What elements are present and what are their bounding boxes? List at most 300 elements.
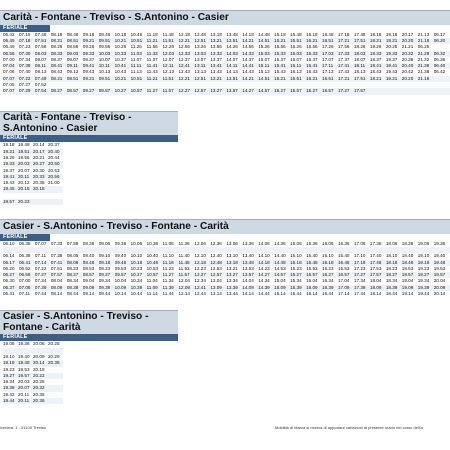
departure-time-cell: 14.48 bbox=[274, 260, 290, 266]
departure-time-cell: 08.03 bbox=[35, 51, 51, 57]
departure-time-cell: 17.51 bbox=[354, 76, 370, 82]
departure-time-cell: 15.23 bbox=[290, 265, 302, 271]
departure-time-cell: 08.43 bbox=[50, 69, 63, 75]
departure-time-cell: 08.07 bbox=[34, 56, 47, 62]
departure-time-cell: 13.43 bbox=[210, 69, 222, 75]
departure-time-cell: 07.59 bbox=[66, 240, 79, 246]
departure-time-cell: 13.33 bbox=[210, 51, 226, 57]
departure-time-cell: 15.33 bbox=[274, 51, 290, 57]
departure-time-cell: 07.44 bbox=[34, 291, 47, 297]
departure-time-cell: 11.57 bbox=[163, 88, 179, 94]
departure-time-cell: 10.14 bbox=[114, 291, 127, 297]
departure-time-cell: 12.18 bbox=[178, 31, 190, 37]
departure-time-cell: 20.11 bbox=[18, 174, 33, 180]
departure-time-cell: 21.36 bbox=[418, 63, 434, 69]
departure-time-cell: 08.18 bbox=[50, 31, 63, 37]
departure-time-cell: 14.33 bbox=[242, 51, 258, 57]
departure-time-cell: 12.11 bbox=[163, 63, 179, 69]
departure-time-cell: 14.36 bbox=[274, 240, 286, 246]
departure-time-cell: 17.10 bbox=[353, 253, 366, 259]
departure-time-cell: 11.10 bbox=[162, 253, 174, 259]
departure-time-cell: 13.07 bbox=[194, 56, 206, 62]
departure-time-cell: 07.34 bbox=[34, 278, 47, 284]
departure-time-cell: 11.14 bbox=[146, 291, 158, 297]
departure-time-cell: 15.04 bbox=[274, 278, 286, 284]
departure-time-cell: 17.36 bbox=[369, 240, 382, 246]
departure-time-cell: 13.18 bbox=[226, 260, 242, 266]
departure-time-cell: 06.37 bbox=[3, 285, 19, 291]
departure-time-cell: 11.18 bbox=[146, 31, 158, 37]
departure-time-cell: 17.48 bbox=[353, 31, 366, 37]
departure-time-cell: 19.21 bbox=[3, 149, 18, 155]
timetable-row bbox=[3, 168, 63, 174]
departure-time-cell: 08.44 bbox=[66, 291, 79, 297]
departure-time-cell: 19.33 bbox=[3, 161, 18, 167]
departure-time-cell: 20.23 bbox=[18, 199, 33, 205]
departure-time-cell: 07.57 bbox=[51, 272, 67, 278]
departure-time-cell: 19.23 bbox=[3, 366, 15, 372]
departure-time-cell: 19.39 bbox=[418, 285, 434, 291]
departure-time-cell: 20.14 bbox=[433, 291, 446, 297]
departure-time-cell: 10.51 bbox=[131, 38, 147, 44]
departure-time-cell: 12.14 bbox=[178, 291, 190, 297]
departure-time-cell: 07.07 bbox=[3, 76, 19, 82]
departure-time-cell: 07.33 bbox=[50, 240, 63, 246]
departure-time-cell: 11.03 bbox=[131, 51, 147, 57]
departure-time-cell: 06.41 bbox=[3, 291, 15, 297]
departure-time-cell: 20.21 bbox=[33, 155, 45, 160]
departure-time-cell: 17.21 bbox=[338, 38, 354, 44]
departure-time-cell: 19.18 bbox=[3, 360, 18, 366]
departure-time-cell: 14.14 bbox=[242, 291, 254, 297]
departure-time-cell: 20.17 bbox=[401, 31, 414, 37]
departure-time-cell: 07.00 bbox=[18, 278, 31, 284]
departure-time-cell: 20.06 bbox=[33, 341, 45, 347]
departure-time-cell: 12.21 bbox=[178, 76, 194, 82]
departure-time-cell: 19.26 bbox=[369, 44, 382, 50]
departure-time-cell: 18.11 bbox=[354, 63, 370, 69]
departure-time-cell: 20.56 bbox=[48, 174, 63, 180]
departure-time-cell: 08.21 bbox=[51, 76, 67, 82]
departure-time-cell: 08.57 bbox=[67, 88, 83, 94]
departure-time-cell: 19.06 bbox=[417, 240, 430, 246]
departure-time-cell: 06.56 bbox=[19, 272, 35, 278]
departure-time-cell: 11.56 bbox=[146, 44, 158, 50]
departure-time-cell: 09.53 bbox=[114, 265, 127, 271]
departure-time-cell: 13.48 bbox=[242, 260, 258, 266]
departure-time-cell: 07.38 bbox=[50, 253, 63, 259]
departure-time-cell: 17.23 bbox=[353, 265, 366, 271]
departure-time-cell: 20.33 bbox=[33, 174, 48, 180]
footer-disclaimer: Mobilità di Marca si riserva di apportare variazioni al presente orario nel corso dell'a bbox=[275, 425, 423, 430]
departure-time-cell: 09.33 bbox=[83, 51, 99, 57]
departure-time-cell: 07.51 bbox=[35, 38, 51, 44]
departure-time-cell: 11.40 bbox=[178, 253, 190, 259]
departure-time-cell: 09.21 bbox=[83, 38, 99, 44]
departure-time-cell: 15.53 bbox=[306, 265, 318, 271]
departure-time-cell: 09.06 bbox=[98, 240, 111, 246]
departure-time-cell: 19.04 bbox=[401, 278, 414, 284]
departure-time-cell: 08.57 bbox=[83, 272, 99, 278]
departure-time-cell: 12.13 bbox=[162, 69, 174, 75]
departure-time-cell: 15.07 bbox=[258, 56, 270, 62]
departure-time-cell: 07.39 bbox=[35, 285, 51, 291]
departure-time-cell: 06.25 bbox=[417, 44, 430, 50]
departure-time-cell: 09.27 bbox=[99, 272, 115, 278]
departure-time-cell: 15.27 bbox=[274, 88, 290, 94]
timetable-row bbox=[3, 88, 450, 94]
departure-time-cell: 08.11 bbox=[35, 63, 51, 69]
departure-time-cell: 18.33 bbox=[370, 51, 386, 57]
departure-time-cell: 21.28 bbox=[418, 51, 434, 57]
departure-time-cell: 20.36 bbox=[33, 398, 48, 404]
departure-time-cell: 10.21 bbox=[115, 76, 131, 82]
departure-time-cell: 13.34 bbox=[226, 278, 238, 284]
departure-time-cell: 19.44 bbox=[417, 291, 430, 297]
departure-time-cell: 19.10 bbox=[3, 354, 15, 359]
departure-time-cell: 12.56 bbox=[178, 44, 190, 50]
departure-time-cell: 12.51 bbox=[194, 76, 210, 82]
timetable-carita-casier-evening bbox=[0, 111, 178, 205]
departure-time-cell: 13.51 bbox=[226, 76, 242, 82]
departure-time-cell: 14.34 bbox=[258, 278, 270, 284]
departure-time-cell: 16.57 bbox=[322, 88, 338, 94]
departure-time-cell: 12.41 bbox=[178, 63, 194, 69]
departure-time-cell: 09.57 bbox=[115, 272, 131, 278]
departure-time-cell: 12.57 bbox=[194, 88, 210, 94]
departure-time-cell: 20.36 bbox=[401, 56, 414, 62]
timetable-row bbox=[3, 341, 63, 347]
departure-time-cell: 18.21 bbox=[370, 38, 386, 44]
departure-time-cell: 17.09 bbox=[338, 285, 354, 291]
departure-time-cell: 18.53 bbox=[401, 265, 414, 271]
departure-time-cell: 17.57 bbox=[354, 88, 370, 94]
departure-time-cell: 19.48 bbox=[18, 360, 33, 366]
departure-time-cell: 16.07 bbox=[290, 56, 302, 62]
departure-time-cell: 13.21 bbox=[210, 38, 226, 44]
departure-time-cell: 20.32 bbox=[33, 385, 48, 391]
departure-time-cell: 17.07 bbox=[322, 56, 334, 62]
timetable-carita-casier bbox=[0, 10, 450, 94]
departure-time-cell: 18.48 bbox=[402, 260, 418, 266]
departure-time-cell: 17.48 bbox=[370, 260, 386, 266]
departure-time-cell: 20.50 bbox=[48, 161, 63, 167]
timetable-row bbox=[3, 398, 63, 404]
departure-time-cell bbox=[434, 88, 450, 94]
departure-time-cell: 19.23 bbox=[417, 265, 430, 271]
departure-time-cell: 10.36 bbox=[146, 240, 159, 246]
departure-time-cell: 09.09 bbox=[83, 285, 99, 291]
departure-time-cell: 06.20 bbox=[3, 265, 15, 271]
departure-time-cell: 10.23 bbox=[130, 265, 143, 271]
departure-time-cell: 17.37 bbox=[337, 56, 350, 62]
departure-time-cell: 17.14 bbox=[337, 291, 350, 297]
departure-time-cell: 07.22 bbox=[19, 76, 35, 82]
departure-time-cell: 17.27 bbox=[338, 88, 354, 94]
departure-time-cell: 11.51 bbox=[163, 76, 179, 82]
departure-time-cell: 12.04 bbox=[178, 278, 190, 284]
departure-time-cell: 20.40 bbox=[402, 63, 418, 69]
departure-time-cell: 20.07 bbox=[18, 167, 30, 173]
departure-time-cell: 12.23 bbox=[194, 265, 206, 271]
departure-time-cell: 07.11 bbox=[18, 291, 31, 297]
departure-time-cell: 09.18 bbox=[99, 260, 115, 266]
departure-time-cell: 20.35 bbox=[33, 391, 45, 397]
departure-time-cell: 14.41 bbox=[242, 63, 258, 69]
departure-time-cell: 19.18 bbox=[3, 142, 15, 148]
departure-time-cell: 14.51 bbox=[258, 76, 274, 82]
departure-time-cell: 19.10 bbox=[417, 253, 430, 259]
departure-time-cell: 21.38 bbox=[417, 69, 430, 75]
departure-time-cell: 07.52 bbox=[34, 82, 47, 88]
departure-time-cell: 14.27 bbox=[242, 88, 258, 94]
departure-time-cell: 10.04 bbox=[114, 278, 127, 284]
departure-time-cell: 09.48 bbox=[98, 31, 111, 37]
departure-time-cell: 20.42 bbox=[401, 69, 414, 75]
departure-time-cell: 13.14 bbox=[210, 291, 222, 297]
departure-time-cell: 07.51 bbox=[50, 265, 63, 271]
departure-time-cell: 16.23 bbox=[322, 265, 334, 271]
departure-time-cell: 16.48 bbox=[338, 260, 354, 266]
departure-time-cell: 08.56 bbox=[66, 44, 79, 50]
departure-time-cell: 15.18 bbox=[290, 260, 306, 266]
departure-time-cell: 19.06 bbox=[3, 341, 15, 347]
departure-time-cell: 11.07 bbox=[130, 56, 142, 62]
departure-time-cell: 20.20 bbox=[402, 76, 418, 82]
departure-time-cell: 15.11 bbox=[258, 63, 274, 69]
departure-time-cell: 10.06 bbox=[130, 240, 143, 246]
departure-time-cell: 14.26 bbox=[226, 44, 238, 50]
departure-time-cell: 11.36 bbox=[178, 240, 190, 246]
departure-time-cell: 14.37 bbox=[242, 56, 254, 62]
departure-time-cell: 11.57 bbox=[178, 272, 194, 278]
departure-time-cell: 06.41 bbox=[19, 260, 35, 266]
departure-time-cell: 20.11 bbox=[18, 391, 30, 397]
departure-time-cell: 18.27 bbox=[386, 272, 402, 278]
departure-time-cell: 19.48 bbox=[434, 260, 450, 266]
departure-time-cell: 15.39 bbox=[290, 285, 306, 291]
departure-time-cell: 07.00 bbox=[3, 56, 15, 62]
departure-time-cell: 12.09 bbox=[178, 285, 194, 291]
section-title: Casier - S.Antonino - Treviso - Fontane - Carità bbox=[0, 219, 450, 234]
departure-time-cell: 14.03 bbox=[226, 51, 242, 57]
departure-time-cell: 15.57 bbox=[290, 88, 306, 94]
departure-time-cell: 11.43 bbox=[146, 69, 158, 75]
departure-time-cell: 15.56 bbox=[274, 44, 286, 50]
departure-time-cell: 10.41 bbox=[115, 63, 131, 69]
timetable-row bbox=[3, 360, 63, 366]
departure-time-cell: 19.43 bbox=[385, 69, 398, 75]
departure-time-cell: 08.27 bbox=[67, 272, 83, 278]
departure-time-cell: 12.27 bbox=[194, 272, 210, 278]
departure-time-cell: 20.27 bbox=[33, 161, 48, 167]
departure-time-cell: 16.27 bbox=[322, 272, 338, 278]
departure-time-cell: 08.33 bbox=[51, 51, 67, 57]
departure-time-cell: 17.51 bbox=[354, 38, 370, 44]
departure-time-cell: 10.57 bbox=[147, 272, 163, 278]
departure-time-cell: 12.53 bbox=[210, 265, 222, 271]
departure-time-cell: 10.33 bbox=[115, 51, 131, 57]
departure-time-cell: 17.44 bbox=[353, 291, 366, 297]
departure-time-cell: 17.43 bbox=[337, 69, 350, 75]
departure-time-cell: 07.56 bbox=[34, 44, 47, 50]
departure-time-cell: 18.34 bbox=[385, 278, 398, 284]
departure-time-cell: 20.09 bbox=[33, 354, 45, 359]
departure-time-cell: 15.34 bbox=[290, 278, 302, 284]
departure-time-cell: 08.27 bbox=[51, 88, 67, 94]
departure-time-cell: 14.21 bbox=[242, 76, 258, 82]
departure-time-cell: 18.39 bbox=[386, 285, 402, 291]
departure-time-cell: 19.40 bbox=[18, 354, 30, 359]
departure-time-cell: 16.04 bbox=[306, 278, 318, 284]
departure-time-cell: 19.38 bbox=[3, 385, 18, 391]
departure-time-cell: 17.40 bbox=[369, 253, 382, 259]
departure-time-cell: 16.53 bbox=[337, 265, 350, 271]
departure-time-cell: 19.51 bbox=[18, 149, 33, 155]
departure-time-cell: 21.16 bbox=[418, 38, 434, 44]
departure-time-cell: 15.43 bbox=[274, 69, 286, 75]
feriale-label: FERIALE bbox=[0, 135, 178, 142]
departure-time-cell: 21.16 bbox=[418, 76, 434, 82]
departure-time-cell: 09.37 bbox=[82, 56, 95, 62]
departure-time-cell: 08.09 bbox=[51, 285, 67, 291]
departure-time-cell: 15.51 bbox=[290, 76, 306, 82]
feriale-label: FERIALE bbox=[0, 234, 50, 241]
departure-time-cell: 12.03 bbox=[163, 51, 179, 57]
departure-time-cell: 19.27 bbox=[418, 272, 434, 278]
departure-time-cell: 15.48 bbox=[290, 31, 302, 37]
departure-time-cell: 14.23 bbox=[258, 265, 270, 271]
departure-time-cell: 08.37 bbox=[50, 56, 63, 62]
departure-time-cell: 14.51 bbox=[258, 38, 274, 44]
departure-time-cell: 11.48 bbox=[178, 260, 194, 266]
departure-time-cell: 19.18 bbox=[385, 31, 398, 37]
departure-time-cell: 20.09 bbox=[434, 285, 450, 291]
departure-time-cell: 13.56 bbox=[210, 44, 222, 50]
departure-time-cell: 20.18 bbox=[33, 366, 45, 372]
departure-time-cell: 19.57 bbox=[18, 373, 33, 379]
departure-time-cell: 15.10 bbox=[290, 253, 302, 259]
timetable-grid bbox=[3, 32, 450, 95]
departure-time-cell: 10.07 bbox=[98, 56, 111, 62]
departure-time-cell: 16.39 bbox=[322, 285, 338, 291]
timetable-grid bbox=[3, 241, 450, 298]
departure-time-cell: 17.04 bbox=[337, 278, 350, 284]
departure-time-cell: 19.27 bbox=[3, 373, 18, 379]
departure-time-cell: 19.37 bbox=[385, 56, 398, 62]
departure-time-cell: 15.09 bbox=[274, 285, 290, 291]
departure-time-cell: 09.57 bbox=[99, 88, 115, 94]
departure-time-cell: 20.25 bbox=[385, 44, 398, 50]
departure-time-cell: 10.09 bbox=[115, 285, 131, 291]
departure-time-cell: 14.44 bbox=[258, 291, 270, 297]
departure-time-cell: 09.13 bbox=[66, 69, 79, 75]
departure-time-cell: 16.40 bbox=[337, 253, 350, 259]
departure-time-cell: 18.57 bbox=[402, 272, 418, 278]
departure-time-cell: 12.07 bbox=[162, 56, 174, 62]
departure-time-cell: 19.57 bbox=[434, 272, 450, 278]
departure-time-cell: 07.23 bbox=[18, 44, 31, 50]
departure-time-cell: 07.34 bbox=[18, 56, 31, 62]
departure-time-cell bbox=[48, 398, 63, 404]
departure-time-cell: 20.40 bbox=[48, 149, 63, 155]
departure-time-cell: 16.56 bbox=[306, 44, 318, 50]
timetable-row bbox=[3, 142, 63, 148]
departure-time-cell: 17.13 bbox=[322, 69, 334, 75]
timetable-row bbox=[3, 199, 63, 205]
departure-time-cell: 20.44 bbox=[48, 155, 60, 160]
departure-time-cell: 15.40 bbox=[306, 253, 318, 259]
departure-time-cell: 19.41 bbox=[3, 174, 18, 180]
departure-time-cell: 08.08 bbox=[67, 260, 83, 266]
departure-time-cell: 06.49 bbox=[3, 44, 15, 50]
departure-time-cell: 13.57 bbox=[242, 272, 258, 278]
departure-time-cell: 19.57 bbox=[3, 199, 18, 205]
departure-time-cell: 17.57 bbox=[370, 272, 386, 278]
departure-time-cell: 14.06 bbox=[258, 240, 270, 246]
departure-time-cell: 10.37 bbox=[114, 56, 127, 62]
section-title: Casier - S.Antonino - Treviso - Fontane - Carità bbox=[0, 310, 178, 334]
departure-time-cell: 11.11 bbox=[131, 63, 147, 69]
departure-time-cell: 11.53 bbox=[178, 265, 190, 271]
departure-time-cell: 12.37 bbox=[178, 56, 190, 62]
departure-time-cell: 19.37 bbox=[3, 167, 15, 173]
departure-time-cell: 17.06 bbox=[353, 240, 366, 246]
departure-time-cell: 13.21 bbox=[210, 76, 226, 82]
departure-time-cell: 18.13 bbox=[353, 69, 366, 75]
departure-time-cell: 17.34 bbox=[353, 278, 366, 284]
departure-time-cell: 11.34 bbox=[162, 278, 174, 284]
departure-time-cell: 18.21 bbox=[370, 76, 386, 82]
departure-time-cell: 13.09 bbox=[210, 285, 226, 291]
departure-time-cell: 09.21 bbox=[83, 76, 99, 82]
departure-time-cell: 19.43 bbox=[3, 180, 15, 186]
departure-time-cell: 13.04 bbox=[210, 278, 222, 284]
departure-time-cell: 17.03 bbox=[322, 51, 338, 57]
departure-time-cell: 20.17 bbox=[33, 149, 48, 155]
departure-time-cell: 11.51 bbox=[163, 38, 179, 44]
departure-time-cell: 09.36 bbox=[114, 240, 127, 246]
departure-time-cell: 19.53 bbox=[18, 366, 30, 372]
departure-time-cell: 13.36 bbox=[242, 240, 254, 246]
departure-time-cell: 07.22 bbox=[34, 265, 47, 271]
departure-time-cell: 15.44 bbox=[290, 291, 302, 297]
departure-time-cell: 07.27 bbox=[18, 82, 31, 88]
departure-time-cell: 11.04 bbox=[146, 278, 158, 284]
departure-time-cell: 07.18 bbox=[19, 38, 35, 44]
departure-time-cell: 21.13 bbox=[417, 31, 430, 37]
departure-time-cell: 14.09 bbox=[242, 285, 258, 291]
footer-address: iveriera, 1 - 31100 Treviso bbox=[0, 425, 46, 430]
departure-time-cell: 14.27 bbox=[258, 272, 274, 278]
departure-time-cell: 09.51 bbox=[99, 76, 115, 82]
departure-time-cell: 21.32 bbox=[417, 56, 430, 62]
departure-time-cell: 13.57 bbox=[226, 88, 242, 94]
departure-time-cell: 18.06 bbox=[385, 240, 398, 246]
departure-time-cell: 07.49 bbox=[35, 76, 51, 82]
departure-time-cell: 09.03 bbox=[67, 51, 83, 57]
departure-time-cell: 09.56 bbox=[98, 44, 111, 50]
departure-time-cell: 13.40 bbox=[242, 253, 254, 259]
departure-time-cell bbox=[418, 88, 434, 94]
departure-time-cell: 19.34 bbox=[417, 278, 430, 284]
departure-time-cell: 13.21 bbox=[226, 265, 238, 271]
departure-time-cell: 12.36 bbox=[210, 240, 222, 246]
departure-time-cell: 09.18 bbox=[82, 31, 95, 37]
departure-time-cell: 20.20 bbox=[402, 38, 418, 44]
departure-time-cell: 07.29 bbox=[19, 88, 35, 94]
departure-time-cell: 16.18 bbox=[322, 260, 338, 266]
